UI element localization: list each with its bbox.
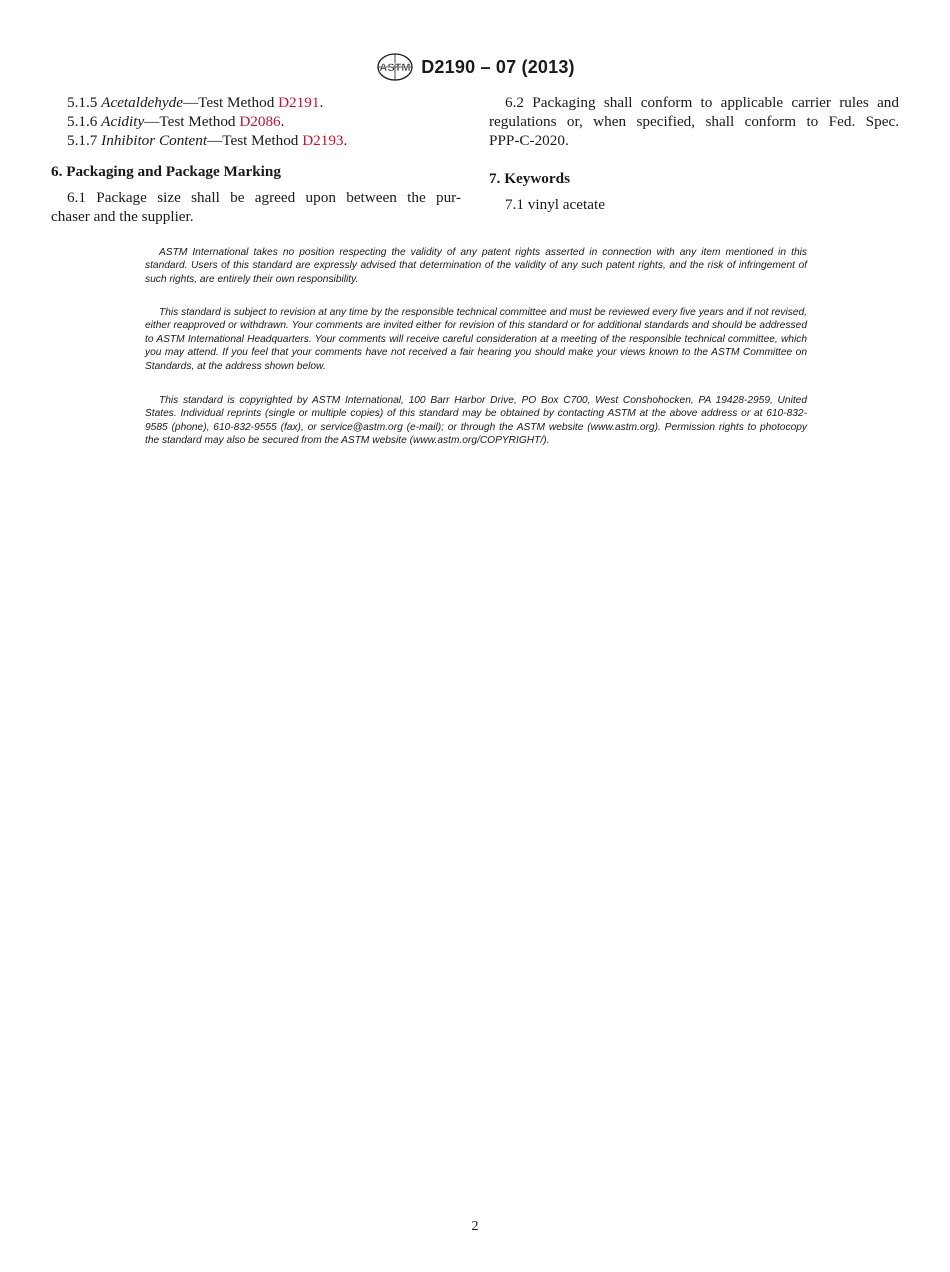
paragraph-6-2-line-1: 6.2 Packaging shall conform to applicable carrier rules and xyxy=(505,94,899,111)
item-term: Inhibitor Content xyxy=(101,132,208,149)
copyright-notice: This standard is copyrighted by ASTM International, 100 Barr Harbor Drive, PO Box C700, West Conshohocken, PA 19428-2959, United States. Individual reprints (single or multiple copies) of this standard may be obtained by contacting ASTM at the above address or at 610-832-9585 (phone), 610-832-9555 (fax), or service@astm.org (e-mail); or through the ASTM website (www.astm.org). Permission rights to photocopy the standard may also be secured from the ASTM website (www.astm.org/COPYRIGHT/). xyxy=(145,395,807,447)
patent-notice: ASTM International takes no position respecting the validity of any patent rights asserted in connection with any item mentioned in this standard. Users of this standard are expressly advised that determination of the validity of any such patent rights, and the risk of infringement of such rights, are entirely their own responsibility. xyxy=(145,247,807,285)
paragraph-6-1-line-2: chaser and the supplier. xyxy=(51,208,194,225)
item-number: 5.1.5 xyxy=(67,94,98,111)
paragraph-6-1-line-1: 6.1 Package size shall be agreed upon between the pur- xyxy=(67,189,461,206)
item-term: Acidity xyxy=(101,113,145,130)
item-term: Acetaldehyde xyxy=(101,94,183,111)
item-text: —Test Method xyxy=(144,113,240,130)
page-header xyxy=(0,52,950,86)
section-7-heading: 7. Keywords xyxy=(489,170,570,187)
right-column xyxy=(489,93,899,214)
link-d2191[interactable]: D2191 xyxy=(278,94,320,111)
paragraph-7-1: 7.1 vinyl acetate xyxy=(505,196,605,213)
standard-designation: D2190 – 07 (2013) xyxy=(421,56,575,77)
section-6-heading: 6. Packaging and Package Marking xyxy=(51,163,281,180)
item-end: . xyxy=(280,113,285,130)
item-5-1-5 xyxy=(51,93,461,112)
left-column xyxy=(51,93,461,226)
item-text: —Test Method xyxy=(182,94,279,111)
item-5-1-7 xyxy=(51,131,461,150)
link-d2086[interactable]: D2086 xyxy=(239,113,281,130)
item-5-1-6 xyxy=(51,112,461,131)
item-end: . xyxy=(343,132,348,149)
item-text: —Test Method xyxy=(207,132,303,149)
item-end: . xyxy=(319,94,324,111)
link-d2193[interactable]: D2193 xyxy=(302,132,344,149)
item-number: 5.1.6 xyxy=(67,113,98,130)
paragraph-6-2-line-2: regulations or, when specified, shall conform to Fed. Spec. xyxy=(489,113,899,130)
revision-notice: This standard is subject to revision at any time by the responsible technical committee and must be reviewed every five years and if not revised, either reapproved or withdrawn. Your comments are invited either for revision of this standard or for additional standards and should be addressed to ASTM International Headquarters. Your comments will receive careful consideration at a meeting of the responsible technical committee, which you may attend. If you feel that your comments have not received a fair hearing you should make your views known to the ASTM Committee on Standards, at the address shown below. xyxy=(145,307,807,372)
logo-text: ASTM xyxy=(379,62,411,74)
item-number: 5.1.7 xyxy=(67,132,98,149)
page-number: 2 xyxy=(471,1219,479,1234)
astm-logo-icon xyxy=(375,52,415,82)
header-inner xyxy=(375,52,575,82)
paragraph-6-2-line-3: PPP-C-2020. xyxy=(489,132,569,149)
